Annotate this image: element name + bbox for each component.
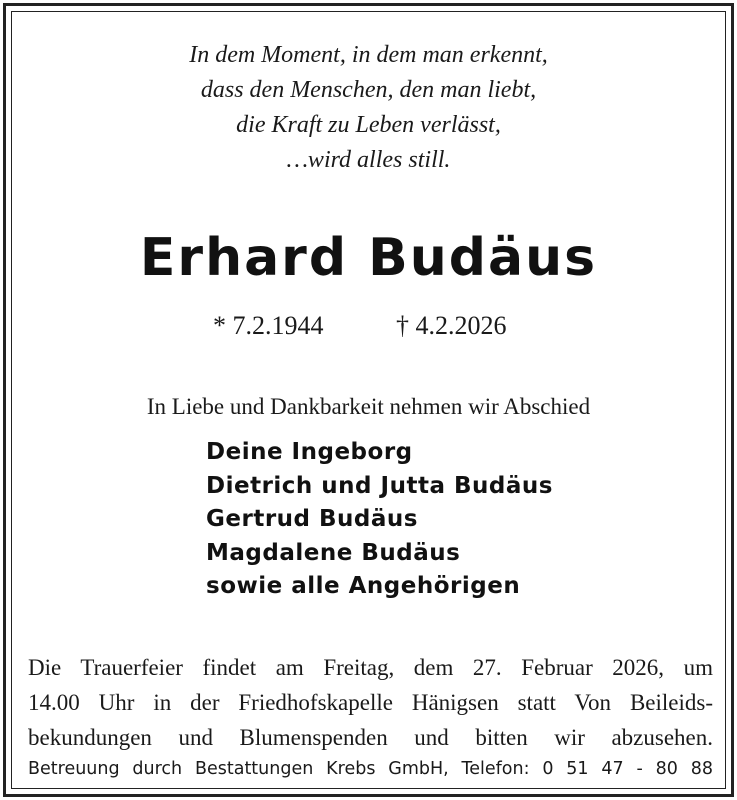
poem-line: dass den Menschen, den man liebt, xyxy=(200,77,537,103)
deceased-name: Erhard Budäus xyxy=(139,228,598,288)
mourner-name: Dietrich und Jutta Budäus xyxy=(206,472,553,499)
poem-line: die Kraft zu Leben verlässt, xyxy=(236,112,501,138)
mourner-name: Deine Ingeborg xyxy=(206,439,413,465)
mourner-name: sowie alle Angehörigen xyxy=(206,573,521,599)
memorial-poem xyxy=(0,38,737,178)
death-date: † 4.2.2026 xyxy=(396,311,507,340)
service-line: Die Trauerfeier findet am Freitag, dem 27. Februar 2026, um xyxy=(28,655,713,680)
poem-line: In dem Moment, in dem man erkennt, xyxy=(189,42,548,68)
birth-date: * 7.2.1944 xyxy=(213,311,324,340)
undertaker-contact: Betreuung durch Bestattungen Krebs GmbH, Telefon: 0 51 47 - 80 88 xyxy=(28,759,713,779)
farewell-line: In Liebe und Dankbarkeit nehmen wir Abschied xyxy=(146,394,591,419)
mourner-name: Magdalene Budäus xyxy=(206,539,461,566)
mourner-name: Gertrud Budäus xyxy=(206,506,418,532)
service-line: bekundungen und Blumenspenden und bitten wir abzusehen. xyxy=(28,725,713,750)
service-line: 14.00 Uhr in der Friedhofskapelle Hänigsen statt Von Beileids- xyxy=(28,690,713,715)
poem-line: …wird alles still. xyxy=(286,147,451,173)
service-notice xyxy=(28,650,713,755)
mourners-list xyxy=(206,436,553,604)
